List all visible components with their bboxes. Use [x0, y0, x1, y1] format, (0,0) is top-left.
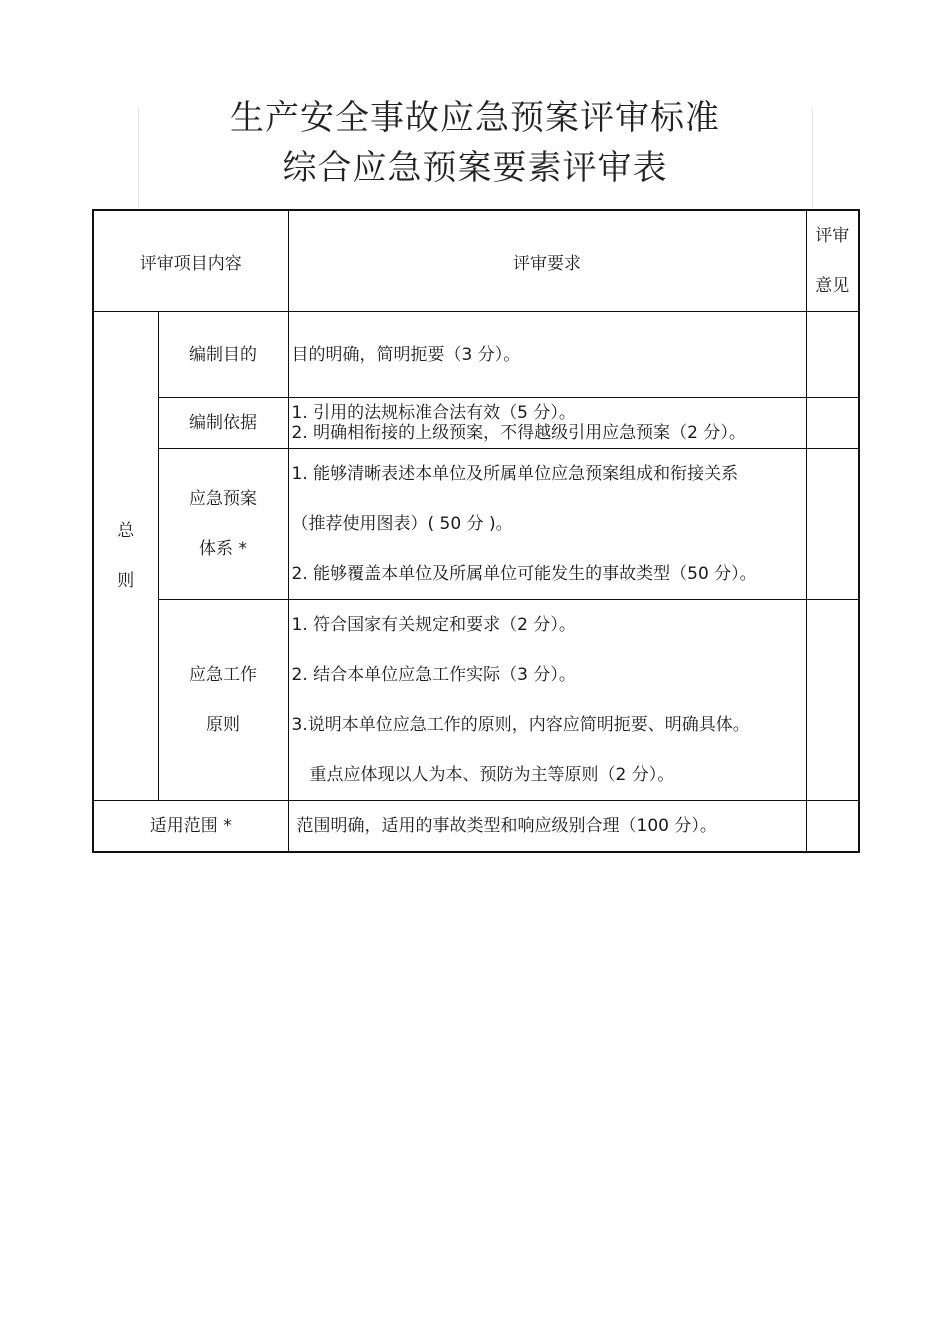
section-general — [93, 312, 158, 801]
requirement-scope: 范围明确，适用的事故类型和响应级别合理（100 分）。 — [288, 801, 806, 853]
header-opinion-line2: 意见 — [815, 276, 850, 296]
item-line: 应急预案 — [189, 489, 257, 509]
opinion-cell[interactable] — [806, 801, 859, 853]
requirement-principles — [288, 600, 806, 801]
table-row — [93, 312, 859, 398]
section-char2: 则 — [117, 571, 135, 591]
requirement-plan-system — [288, 449, 806, 600]
opinion-cell[interactable] — [806, 398, 859, 449]
table-row — [93, 801, 859, 853]
table-row — [93, 398, 859, 449]
requirement-line: 2. 明确相衔接的上级预案，不得越级引用应急预案（2 分）。 — [291, 423, 746, 443]
header-requirement: 评审要求 — [288, 210, 806, 312]
table-header-row — [93, 210, 859, 312]
document-title: 生产安全事故应急预案评审标准 — [230, 98, 720, 138]
header-item: 评审项目内容 — [93, 210, 288, 312]
opinion-cell[interactable] — [806, 449, 859, 600]
requirement-basis — [288, 398, 806, 449]
requirement-line: 1. 符合国家有关规定和要求（2 分）。 — [291, 615, 576, 635]
requirement-line: 目的明确，简明扼要（3 分）。 — [291, 344, 521, 365]
requirement-purpose — [288, 312, 806, 398]
requirement-line: 3.说明本单位应急工作的原则，内容应简明扼要、明确具体。 — [291, 715, 750, 735]
requirement-line: 重点应体现以人为本、预防为主等原则（2 分）。 — [309, 765, 675, 785]
item-scope: 适用范围 * — [93, 801, 288, 853]
section-char1: 总 — [117, 521, 135, 541]
requirement-line: 2. 能够覆盖本单位及所属单位可能发生的事故类型（50 分）。 — [291, 564, 757, 584]
requirement-line: 2. 结合本单位应急工作实际（3 分）。 — [291, 665, 576, 685]
opinion-cell[interactable] — [806, 600, 859, 801]
item-principles — [158, 600, 288, 801]
item-basis: 编制依据 — [158, 398, 288, 449]
requirement-line: 1. 引用的法规标准合法有效（5 分）。 — [291, 403, 576, 423]
item-line: 原则 — [206, 715, 240, 735]
header-opinion-line1: 评审 — [815, 226, 850, 246]
header-opinion — [806, 210, 859, 312]
requirement-line: 1. 能够清晰表述本单位及所属单位应急预案组成和衔接关系 — [291, 464, 739, 484]
item-plan-system — [158, 449, 288, 600]
document-subtitle: 综合应急预案要素评审表 — [282, 148, 668, 188]
opinion-cell[interactable] — [806, 312, 859, 398]
item-line: 应急工作 — [189, 665, 257, 685]
requirement-line: （推荐使用图表）( 50 分 )。 — [291, 514, 513, 534]
evaluation-table — [92, 209, 860, 853]
table-row — [93, 600, 859, 801]
item-purpose: 编制目的 — [158, 312, 288, 398]
table-row — [93, 449, 859, 600]
item-line: 体系 * — [199, 539, 247, 559]
